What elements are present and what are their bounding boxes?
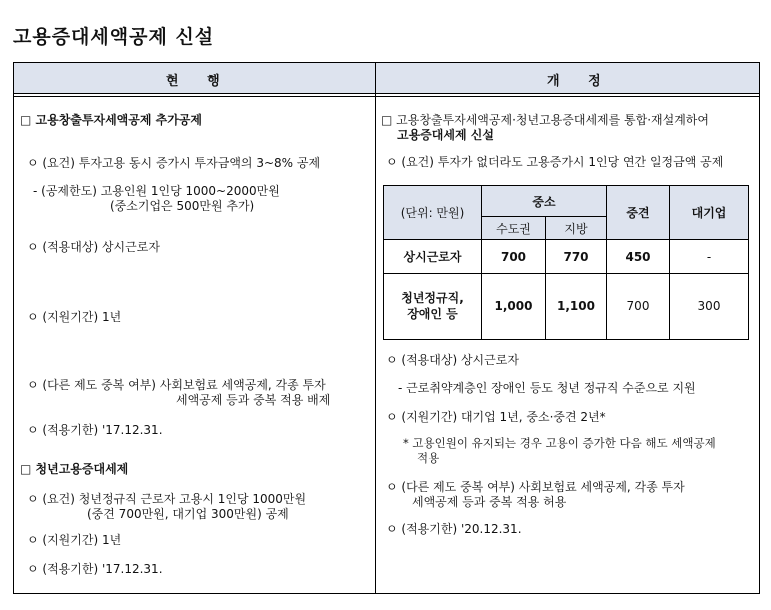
- left2-period: ㅇ (지원기간) 1년: [27, 533, 122, 547]
- right-deadline: ㅇ (적용기한) '20.12.31.: [386, 522, 522, 536]
- row-label-line1: 청년정규직,: [401, 291, 464, 306]
- cell-value: 450: [607, 240, 670, 274]
- left-limit-note: (중소기업은 500만원 추가): [110, 199, 255, 213]
- right-intro-cont: 고용증대세제 신설: [397, 128, 494, 142]
- right-overlap: ㅇ (다른 제도 중복 여부) 사회보험료 세액공제, 각종 투자: [386, 480, 685, 494]
- cell-value: 770: [546, 240, 607, 274]
- header-double-rule: [14, 94, 759, 97]
- right-period: ㅇ (지원기간) 대기업 1년, 중소·중견 2년*: [386, 410, 606, 424]
- right-req: ㅇ (요건) 투자가 없더라도 고용증가시 1인당 연간 일정금액 공제: [386, 155, 724, 169]
- table-row: [384, 273, 749, 339]
- header-current: 현 행: [166, 74, 232, 89]
- table-header: [14, 63, 759, 94]
- left2-req: ㅇ (요건) 청년정규직 근로자 고용시 1인당 1000만원: [27, 492, 307, 506]
- right-period-note: * 고용인원이 유지되는 경우 고용이 증가한 다음 해도 세액공제: [403, 436, 716, 450]
- credit-amount-table: [383, 185, 749, 340]
- large-header: 대기업: [670, 186, 749, 240]
- right-target: ㅇ (적용대상) 상시근로자: [386, 353, 519, 367]
- page-title: 고용증대세액공제 신설: [13, 26, 215, 48]
- left-overlap: ㅇ (다른 제도 중복 여부) 사회보험료 세액공제, 각종 투자: [27, 378, 326, 392]
- right-overlap-cont: 세액공제 등과 중복 적용 허용: [412, 495, 567, 509]
- left-period: ㅇ (지원기간) 1년: [27, 310, 122, 324]
- left-overlap-cont: 세액공제 등과 중복 적용 배제: [176, 393, 331, 407]
- header-revised: 개 정: [547, 74, 613, 89]
- capital-header: 수도권: [482, 217, 546, 240]
- cell-value: 1,100: [546, 273, 607, 339]
- left-deadline: ㅇ (적용기한) '17.12.31.: [27, 423, 163, 437]
- left2-deadline: ㅇ (적용기한) '17.12.31.: [27, 562, 163, 576]
- row-label: 상시근로자: [384, 240, 482, 274]
- table-row: [384, 240, 749, 274]
- cell-value: 700: [482, 240, 546, 274]
- row-label-line2: 장애인 등: [407, 307, 458, 322]
- right-intro: □ 고용창출투자세액공제·청년고용증대세제를 통합·재설계하여: [381, 113, 709, 127]
- cell-value: 300: [670, 273, 749, 339]
- left-section1-title: □ 고용창출투자세액공제 추가공제: [20, 113, 202, 127]
- unit-cell: (단위: 만원): [384, 186, 482, 240]
- column-divider: [375, 63, 376, 593]
- row-label: [384, 273, 482, 339]
- right-target-note: - 근로취약계층인 장애인 등도 청년 정규직 수준으로 지원: [398, 381, 696, 395]
- left-limit: - (공제한도) 고용인원 1인당 1000~2000만원: [33, 184, 280, 198]
- cell-value: -: [670, 240, 749, 274]
- left-section2-title: □ 청년고용증대세제: [20, 462, 129, 476]
- cell-value: 1,000: [482, 273, 546, 339]
- sme-header: 중소: [482, 186, 607, 217]
- left2-req-cont: (중견 700만원, 대기업 300만원) 공제: [87, 507, 289, 521]
- right-period-note-cont: 적용: [417, 451, 440, 465]
- midsize-header: 중견: [607, 186, 670, 240]
- cell-value: 700: [607, 273, 670, 339]
- left-target: ㅇ (적용대상) 상시근로자: [27, 240, 160, 254]
- left-req: ㅇ (요건) 투자고용 동시 증가시 투자금액의 3~8% 공제: [27, 156, 321, 170]
- region-header: 지방: [546, 217, 607, 240]
